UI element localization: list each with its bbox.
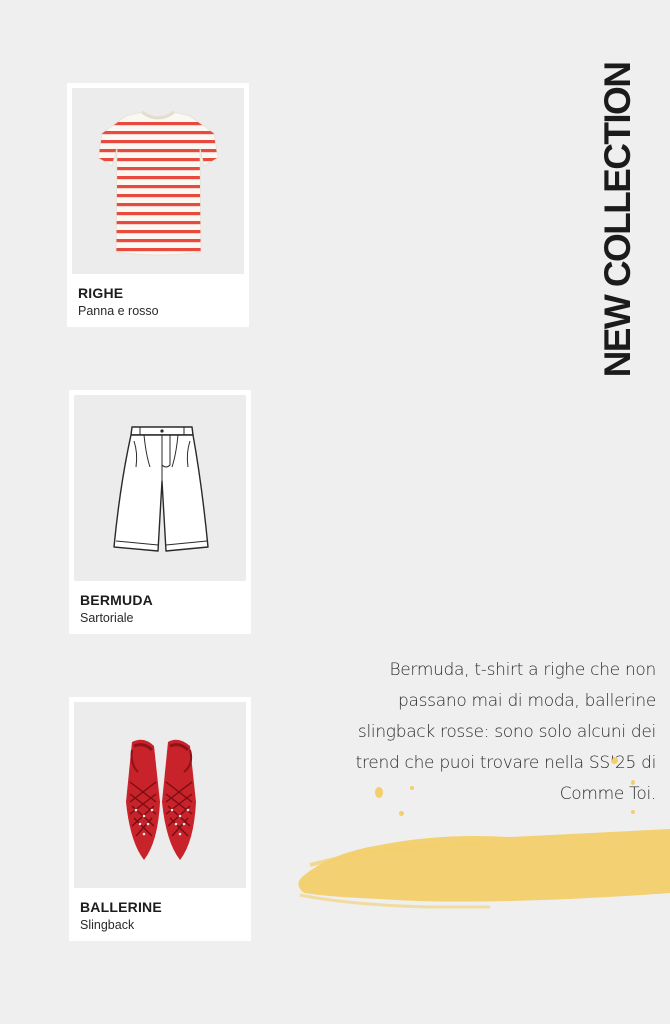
collection-heading: NEW COLLECTION bbox=[597, 62, 638, 378]
yellow-brush-stroke bbox=[290, 815, 670, 915]
paint-dot bbox=[631, 810, 635, 814]
collection-description: Bermuda, t-shirt a righe che non passano mai di moda, ballerine slingback rosse: sono solo alcuni dei trend che puoi trovare nella SS’25 di Comme Toi. bbox=[355, 660, 656, 804]
product-name: BALLERINE bbox=[80, 899, 162, 915]
striped-tshirt-icon bbox=[72, 88, 244, 274]
product-subtitle: Panna e rosso bbox=[78, 304, 159, 318]
product-card-righe[interactable] bbox=[67, 83, 249, 327]
product-card-bermuda[interactable] bbox=[69, 390, 251, 634]
product-subtitle: Sartoriale bbox=[80, 611, 134, 625]
product-subtitle: Slingback bbox=[80, 918, 135, 932]
product-card-ballerine[interactable] bbox=[69, 697, 251, 941]
ballerine-image bbox=[74, 702, 246, 888]
bermuda-shorts-icon bbox=[74, 395, 246, 581]
bermuda-image bbox=[74, 395, 246, 581]
paint-dot bbox=[399, 811, 404, 816]
product-name: RIGHE bbox=[78, 285, 124, 301]
product-name: BERMUDA bbox=[80, 592, 153, 608]
tshirt-image bbox=[72, 88, 244, 274]
red-ballerina-shoes-icon bbox=[74, 702, 246, 888]
